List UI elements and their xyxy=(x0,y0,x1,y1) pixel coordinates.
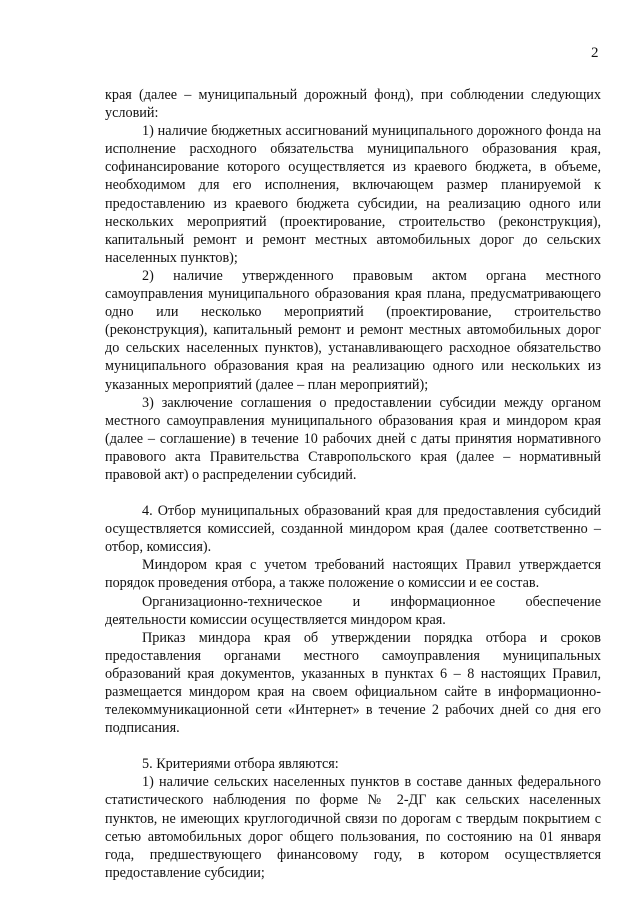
paragraph-condition-2: 2) наличие утвержденного правовым актом органа местного самоуправления муниципального образования края плана, предусматривающего одно или несколько мероприятий (проектирование, строительство (реконструкция), капитальный ремонт и ремонт местных автомобильных дорог до сельских населенных пунктов), устанавливающего расходное обязательство муниципального образования края на реализацию одного или нескольких из указанных мероприятий (далее – план мероприятий); xyxy=(105,267,601,393)
paragraph-criterion-1: 1) наличие сельских населенных пунктов в составе данных федерального статистического наблюдения по форме № 2-ДГ как сельских населенных пунктов, не имеющих круглогодичной связи по дорогам с твердым покрытием с сетью автомобильных дорог общего пользования, по состоянию на 01 января года, предшествующего финансовому году, в котором осуществляется предоставление субсидии; xyxy=(105,774,601,881)
page-number: 2 xyxy=(591,45,599,61)
paragraph-section-4-procedure: Миндором края с учетом требований настоящих Правил утверждается порядок проведения отбора, а также положение о комиссии и ее состав. xyxy=(105,557,601,592)
document-body xyxy=(105,86,601,882)
paragraph-intro: края (далее – муниципальный дорожный фонд), при соблюдении следующих условий: xyxy=(105,87,601,122)
paragraph-condition-3: 3) заключение соглашения о предоставлении субсидии между органом местного самоуправления муниципального образования края и миндором края (далее – соглашение) в течение 10 рабочих дней с даты принятия нормативного правового акта Правительства Ставропольского края (далее – нормативный правовой акт) о распределении субсидий. xyxy=(105,394,601,483)
paragraph-section-4-support: Организационно-техническое и информационное обеспечение деятельности комиссии осуществляется миндором края. xyxy=(105,593,601,628)
paragraph-condition-1: 1) наличие бюджетных ассигнований муниципального дорожного фонда на исполнение расходного обязательства муниципального образования края, софинансирование которого осуществляется из краевого бюджета, в объеме, необходимом для его исполнения, включающем размер планируемой к предоставлению из краевого бюджета субсидии, на реализацию одного или нескольких мероприятий (проектирование, строительство (реконструкция), капитальный ремонт и ремонт местных автомобильных дорог до сельских населенных пунктов); xyxy=(105,123,601,266)
paragraph-section-4-order: Приказ миндора края об утверждении порядка отбора и сроков предоставления органами местного самоуправления муниципальных образований края документов, указанных в пунктах 6 – 8 настоящих Правил, размещается миндором края на своем официальном сайте в информационно-телекоммуникационной сети «Интернет» в течение 2 рабочих дней со дня его подписания. xyxy=(105,629,601,737)
paragraph-section-4: 4. Отбор муниципальных образований края для предоставления субсидий осуществляется комиссией, созданной миндором края (далее соответственно – отбор, комиссия). xyxy=(105,503,601,556)
paragraph-section-5-heading: 5. Критериями отбора являются: xyxy=(142,756,339,773)
